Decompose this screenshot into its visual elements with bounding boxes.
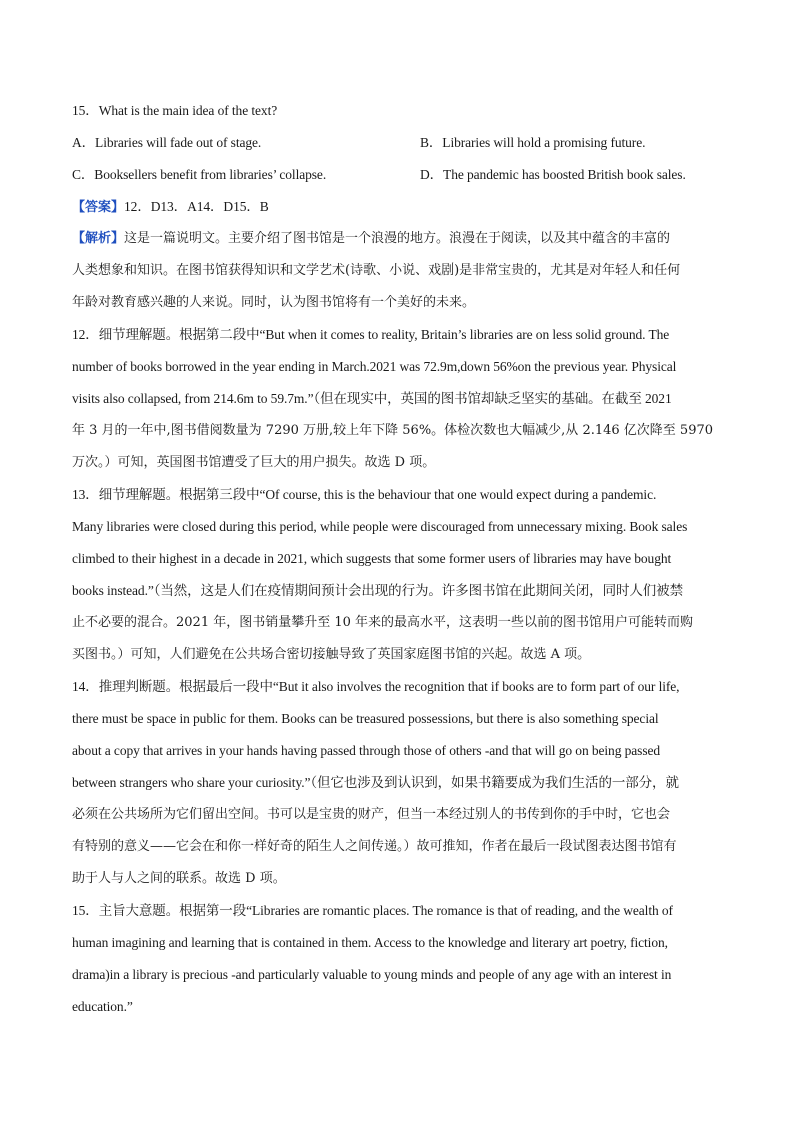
analysis-line: 有特别的意义——它会在和你一样好奇的陌生人之间传递。）故可推知，作者在最后一段试图表达图书馆有 xyxy=(72,839,677,854)
analysis-line: climbed to their highest in a decade in 2021, which suggests that some former users of libraries may have bought xyxy=(72,551,672,566)
analysis-line: 14．推理判断题。根据最后一段中“But it also involves the recognition that if books are to form part of our life, xyxy=(72,679,680,694)
analysis-line: 12．细节理解题。根据第二段中“But when it comes to reality, Britain’s libraries are on less solid ground. The xyxy=(72,327,670,342)
analysis-line: 助于人与人之间的联系。故选 D 项。 xyxy=(72,871,286,886)
analysis-text: 这是一篇说明文。主要介绍了图书馆是一个浪漫的地方。浪漫在于阅读，以及其中蕴含的丰富的 xyxy=(124,231,671,246)
analysis-line: 13．细节理解题。根据第三段中“Of course, this is the behaviour that one would expect during a pandemic. xyxy=(72,487,657,502)
question-15-options-row-2 xyxy=(72,165,722,185)
option-b: B．Libraries will hold a promising future. xyxy=(420,135,646,150)
question-15-stem: 15．What is the main idea of the text? xyxy=(72,103,278,118)
analysis-line: 买图书。）可知，人们避免在公共场合密切接触导致了英国家庭图书馆的兴起。故选 A 项。 xyxy=(72,647,591,662)
analysis-line: between strangers who share your curiosity.”（但它也涉及到认识到，如果书籍要成为我们生活的一部分，就 xyxy=(72,775,679,790)
option-d: D．The pandemic has boosted British book sales. xyxy=(420,167,686,182)
analysis-line: books instead.”（当然，这是人们在疫情期间预计会出现的行为。许多图书馆在此期间关闭，同时人们被禁 xyxy=(72,583,683,598)
analysis-line: 年 3 月的一年中,图书借阅数量为 7290 万册,较上年下降 56%。体检次数也大幅减少,从 2.146 亿次降至 5970 xyxy=(72,423,714,438)
answer-tag: 【答案】 xyxy=(72,200,125,215)
analysis-line: Many libraries were closed during this period, while people were discouraged from unnecessary mixing. Book sales xyxy=(72,519,688,534)
analysis-line: 万次。）可知，英国图书馆遭受了巨大的用户损失。故选 D 项。 xyxy=(72,455,436,470)
analysis-line: 年龄对教育感兴趣的人来说。同时，认为图书馆将有一个美好的未来。 xyxy=(72,295,476,310)
analysis-line: number of books borrowed in the year ending in March.2021 was 72.9m,down 56%on the previous year. Physical xyxy=(72,359,677,374)
analysis-line: visits also collapsed, from 214.6m to 59.7m.”（但在现实中，英国的图书馆却缺乏坚实的基础。在截至 2021 xyxy=(72,391,672,406)
analysis-tag: 【解析】 xyxy=(72,231,125,246)
option-c: C．Booksellers benefit from libraries’ collapse. xyxy=(72,167,327,182)
analysis-line xyxy=(72,229,670,249)
analysis-line: 15．主旨大意题。根据第一段“Libraries are romantic places. The romance is that of reading, and the wealth of xyxy=(72,903,673,918)
analysis-line: drama)in a library is precious -and particularly valuable to young minds and people of any age with an interest in xyxy=(72,967,672,982)
analysis-line: there must be space in public for them. Books can be treasured possessions, but there is also something special xyxy=(72,711,659,726)
answer-text: 12．D13．A14．D15．B xyxy=(124,199,269,214)
analysis-line: 必须在公共场所为它们留出空间。书可以是宝贵的财产，但当一本经过别人的书传到你的手中时，它也会 xyxy=(72,807,671,822)
analysis-line: about a copy that arrives in your hands having passed through those of others -and that will go on being passed xyxy=(72,743,661,758)
analysis-line: 止不必要的混合。2021 年，图书销量攀升至 10 年来的最高水平，这表明一些以前的图书馆用户可能转而购 xyxy=(72,615,694,630)
question-15-options-row-1 xyxy=(72,133,722,153)
answer-line xyxy=(72,197,269,218)
analysis-line: human imagining and learning that is contained in them. Access to the knowledge and literary art poetry, fiction, xyxy=(72,935,668,950)
option-a: A．Libraries will fade out of stage. xyxy=(72,135,262,150)
analysis-line: education.” xyxy=(72,999,133,1014)
analysis-line: 人类想象和知识。在图书馆获得知识和文学艺术(诗歌、小说、戏剧)是非常宝贵的，尤其是对年轻人和任何 xyxy=(72,263,681,278)
